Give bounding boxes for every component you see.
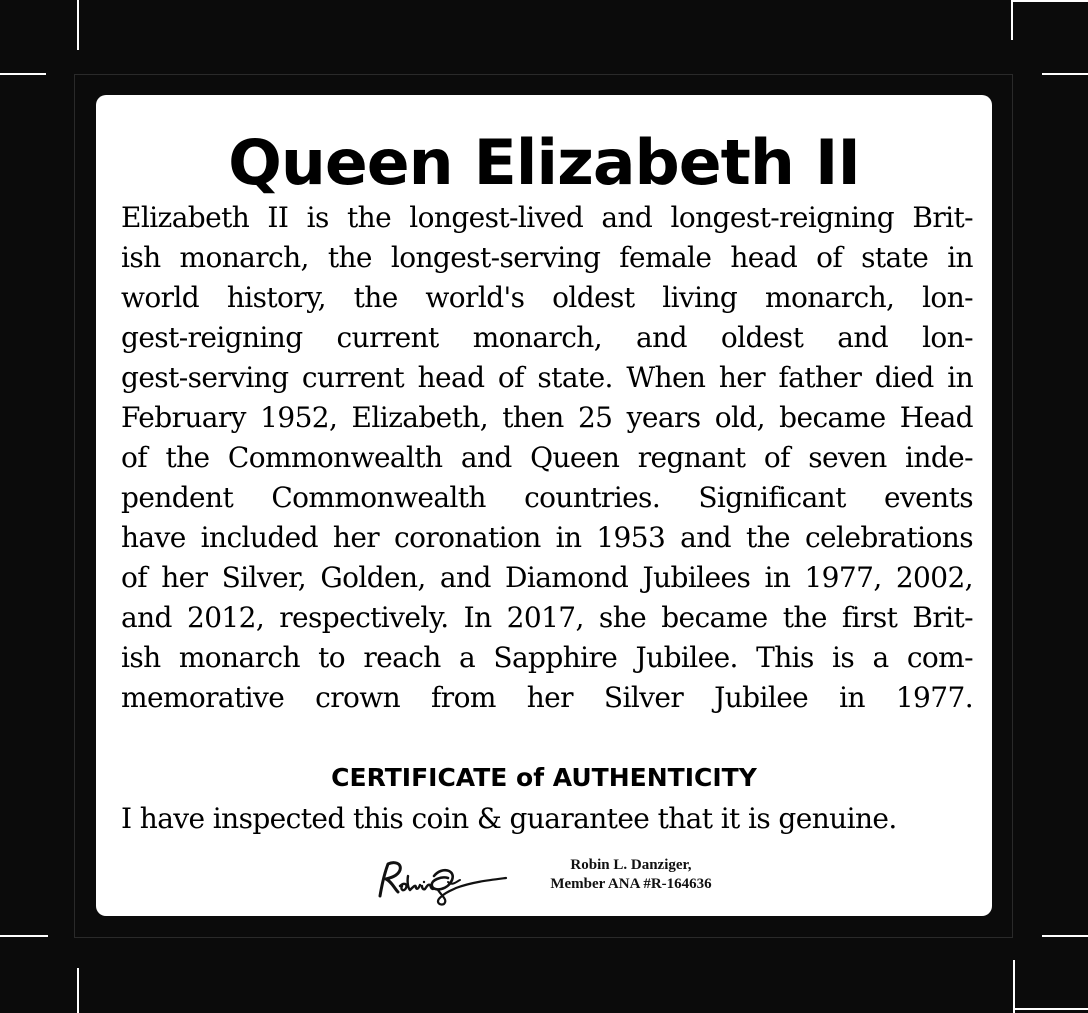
- page-title: Queen Elizabeth II: [228, 126, 860, 199]
- description-line: and 2012, respectively. In 2017, she became the first Brit-: [121, 601, 973, 634]
- description-line: ish monarch to reach a Sapphire Jubilee. This is a com-: [121, 641, 973, 674]
- crop-mark-bottom-right-horizontal-2: [1013, 1008, 1088, 1010]
- signer-name: Robin L. Danziger,: [570, 857, 692, 873]
- signature-icon: [372, 852, 512, 908]
- signer-block: [536, 856, 726, 894]
- description-line: have included her coronation in 1953 and the celebrations: [121, 521, 973, 554]
- description-line: February 1952, Elizabeth, then 25 years old, became Head: [121, 401, 973, 434]
- signer-credential: Member ANA #R-164636: [550, 876, 712, 892]
- description-line: memorative crown from her Silver Jubilee in 1977.: [121, 681, 973, 714]
- crop-mark-bottom-left-vertical: [77, 968, 79, 1013]
- certificate-statement: I have inspected this coin & guarantee that it is genuine.: [121, 802, 897, 835]
- description-line: pendent Commonwealth countries. Significant events: [121, 481, 973, 514]
- certificate-heading: CERTIFICATE of AUTHENTICITY: [331, 763, 757, 792]
- description-line: ish monarch, the longest-serving female head of state in: [121, 241, 973, 274]
- description-line: of the Commonwealth and Queen regnant of seven inde-: [121, 441, 973, 474]
- description-line: gest-reigning current monarch, and oldest and lon-: [121, 321, 973, 354]
- crop-mark-top-left-horizontal: [0, 73, 46, 75]
- crop-mark-bottom-left-horizontal: [0, 935, 48, 937]
- crop-mark-top-right-horizontal-2: [1042, 73, 1088, 75]
- crop-mark-top-right-vertical: [1011, 0, 1013, 40]
- description-line: of her Silver, Golden, and Diamond Jubilees in 1977, 2002,: [121, 561, 973, 594]
- crop-mark-top-right-horizontal: [1013, 0, 1088, 2]
- description-text: [121, 198, 973, 718]
- crop-mark-bottom-right-vertical: [1013, 960, 1015, 1013]
- description-line: Elizabeth II is the longest-lived and longest-reigning Brit-: [121, 201, 973, 234]
- crop-mark-top-left-vertical: [77, 0, 79, 50]
- description-line: world history, the world's oldest living monarch, lon-: [121, 281, 973, 314]
- description-line: gest-serving current head of state. When her father died in: [121, 361, 973, 394]
- crop-mark-bottom-right-horizontal: [1042, 935, 1088, 937]
